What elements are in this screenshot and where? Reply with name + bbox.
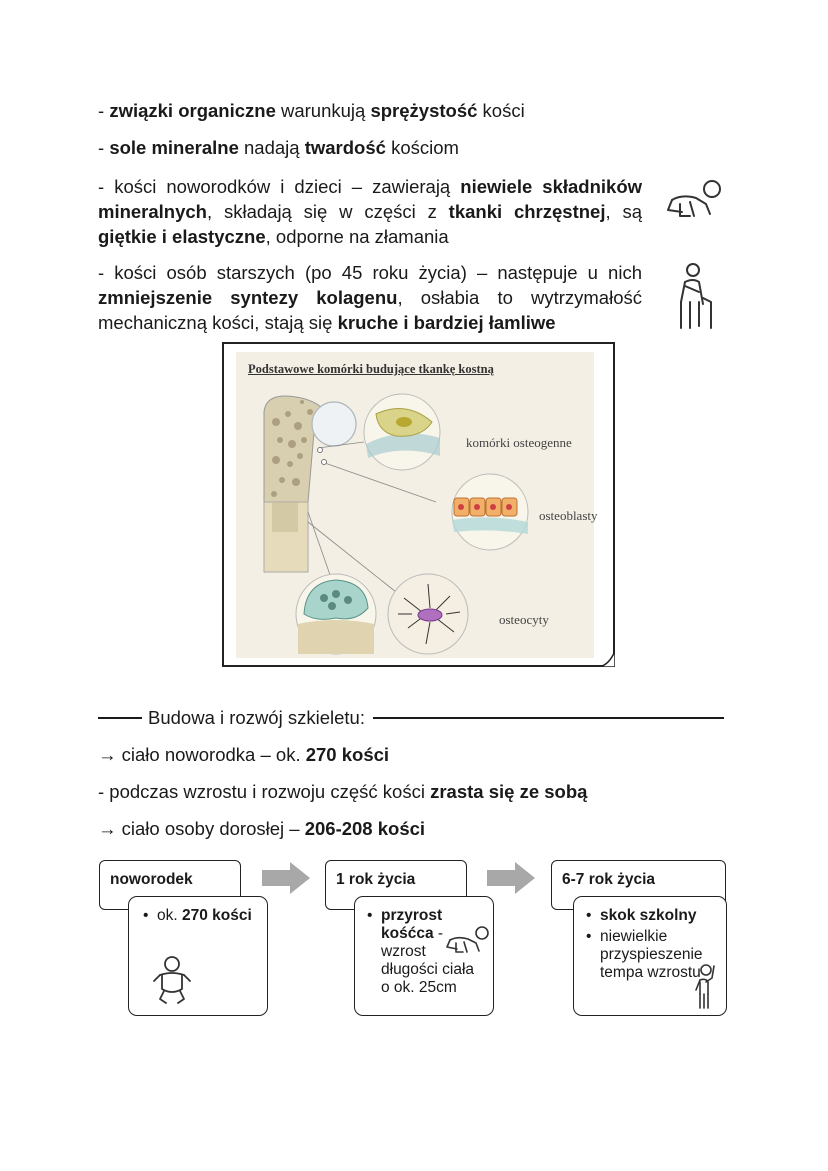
stage-arrow-2 — [487, 862, 535, 894]
section-title: Budowa i rozwój szkieletu: — [148, 707, 365, 728]
fact-elderly: - kości osób starszych (po 45 roku życia) – następuje u nich zmniejszenie syntezy kolagenu, osłabia to wytrzymałość mechaniczną kości, stają się kruche i bardziej łamliwe — [98, 262, 642, 333]
label-osteocytes: osteocyty — [499, 612, 549, 627]
elderly-person-icon — [668, 262, 718, 332]
crawling-baby-icon — [444, 926, 490, 956]
heading-rule-right — [373, 717, 724, 719]
crawling-baby-icon — [660, 178, 726, 224]
stage-newborn-title: noworodek — [99, 860, 241, 910]
bone-cells-figure — [222, 342, 615, 667]
figure-panel — [236, 352, 598, 658]
stage-1year-box — [354, 896, 494, 1016]
section-heading — [98, 705, 724, 731]
stage-school-bullet-2: • niewielkie przyspieszenie tempa wzrostu — [586, 928, 703, 981]
stage-1year-title: 1 rok życia — [325, 860, 467, 910]
stage-school-title: 6-7 rok życia — [551, 860, 726, 910]
infant-icon — [152, 955, 192, 1005]
stage-1year-bullet: • przyrost kośćca - wzrost długości ciała o ok. 25cm — [367, 907, 475, 996]
fact-newborn: → ciało noworodka – ok. 270 kości — [98, 744, 390, 765]
label-osteoblasts: osteoblasty — [539, 508, 598, 523]
fact-organic: - związki organiczne warunkują sprężystość kości — [98, 100, 525, 121]
fact-children: - kości noworodków i dzieci – zawierają niewiele składników mineralnych, składają się w części z tkanki chrzęstnej, są giętkie i elastyczne, odporne na złamania — [98, 176, 643, 247]
child-waving-icon — [690, 962, 718, 1012]
stage-newborn-box — [128, 896, 268, 1016]
figure-title: Podstawowe komórki budujące tkankę kostną — [248, 362, 494, 376]
label-osteogenic: komórki osteogenne — [466, 435, 572, 450]
stage-newborn-bullet: • ok. 270 kości — [143, 907, 252, 924]
fact-mineral: - sole mineralne nadają twardość kościom — [98, 137, 459, 158]
page-curl-icon — [599, 651, 615, 667]
stage-arrow-1 — [262, 862, 310, 894]
fact-growth: - podczas wzrostu i rozwoju część kości zrasta się ze sobą — [98, 781, 588, 802]
stage-school-bullet-1: • skok szkolny — [586, 907, 697, 924]
fact-adult: → ciało osoby dorosłej – 206-208 kości — [98, 818, 426, 839]
heading-rule-left — [98, 717, 142, 719]
